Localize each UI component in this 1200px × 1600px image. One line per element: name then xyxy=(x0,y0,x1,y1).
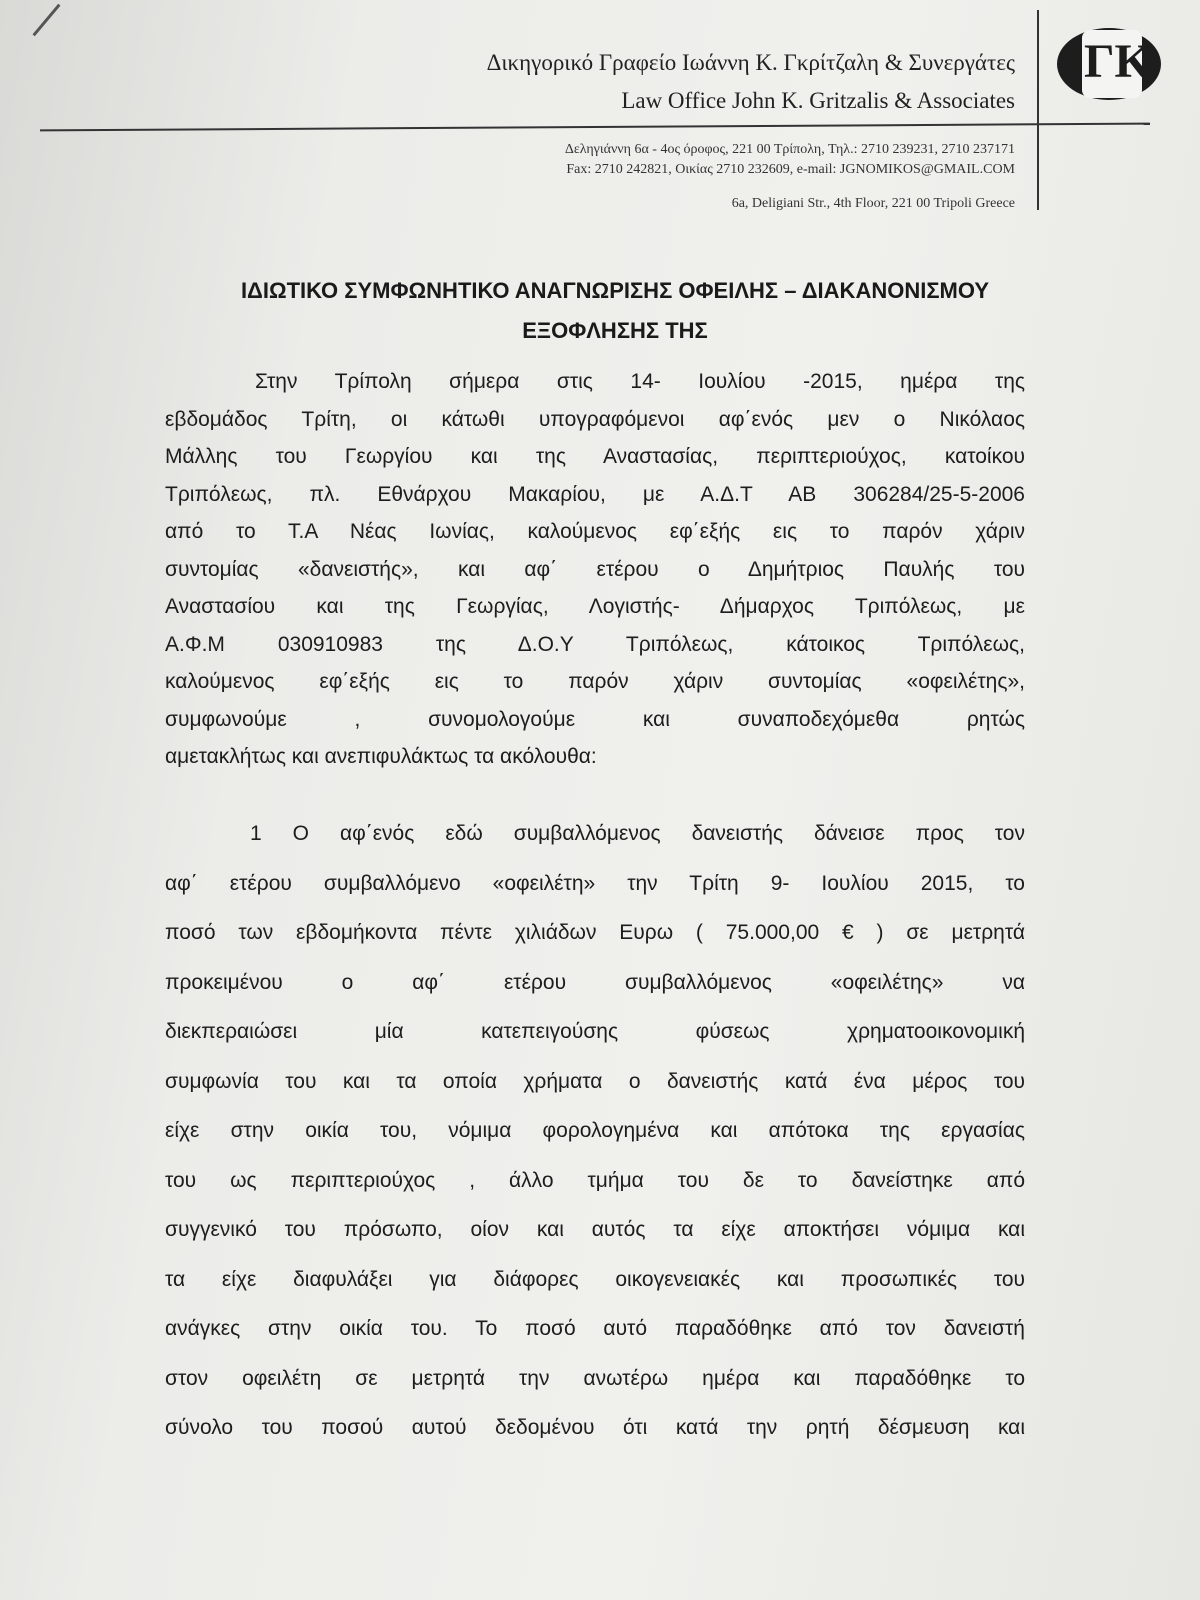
text-line: ποσό των εβδομήκοντα πέντε χιλιάδων Ευρω ( 75.000,00 € ) σε μετρητά xyxy=(165,921,1025,944)
text-line: Στην Τρίπολη σήμερα στις 14- Ιουλίου -2015, ημέρα της xyxy=(255,370,1025,393)
text-line: Α.Φ.Μ 030910983 της Δ.Ο.Υ Τριπόλεως, κάτοικος Τριπόλεως, xyxy=(165,632,1025,656)
text-line: εβδομάδος Τρίτη, οι κάτωθι υπογραφόμενοι αφ΄ενός μεν ο Νικόλαος xyxy=(165,407,1025,431)
address-line-3: 6a, Deligiani Str., 4th Floor, 221 00 Tripoli Greece xyxy=(731,196,1015,211)
text-line: συντομίας «δανειστής», και αφ΄ ετέρου ο Δημήτριος Παυλής του xyxy=(165,557,1025,581)
text-line: συγγενικό του πρόσωπο, οίον και αυτός τα είχε αποκτήσει νόμιμα και xyxy=(165,1218,1025,1241)
text-line: διεκπεραιώσει μία κατεπειγούσης φύσεως χρηματοοικονομική xyxy=(165,1020,1025,1043)
header-rule xyxy=(40,123,1150,132)
document-title-line-2: ΕΞΟΦΛΗΣΗΣ ΤΗΣ xyxy=(522,318,708,343)
text-line: τα είχε διαφυλάξει για διάφορες οικογενειακές και προσωπικές του xyxy=(165,1267,1025,1291)
header-vertical-rule xyxy=(1037,10,1039,210)
address-line-2: Fax: 2710 242821, Οικίας 2710 232609, e-mail: JGNOMIKOS@GMAIL.COM xyxy=(566,162,1015,177)
text-line: προκειμένου ο αφ΄ ετέρου συμβαλλόμενος «οφειλέτης» να xyxy=(165,970,1025,994)
text-line: αμετακλήτως και ανεπιφυλάκτως τα ακόλουθα: xyxy=(165,745,597,768)
text-line: συμφωνία του και τα οποία χρήματα ο δανειστής κατά ένα μέρος του xyxy=(165,1069,1025,1093)
text-line: αφ΄ ετέρου συμβαλλόμενο «οφειλέτη» την Τρίτη 9- Ιουλίου 2015, το xyxy=(165,871,1025,895)
text-line: 1 Ο αφ΄ενός εδώ συμβαλλόμενος δανειστής δάνεισε προς τον xyxy=(250,822,1025,845)
text-line: Τριπόλεως, πλ. Εθνάρχου Μακαρίου, με Α.Δ.Τ ΑΒ 306284/25-5-2006 xyxy=(165,482,1025,506)
text-line: στον οφειλέτη σε μετρητά την ανωτέρω ημέρα και παραδόθηκε το xyxy=(165,1366,1025,1390)
logo-monogram: ΓΚ xyxy=(1084,35,1152,88)
text-line: Αναστασίου και της Γεωργίας, Λογιστής- Δήμαρχος Τριπόλεως, με xyxy=(165,595,1025,618)
office-name-greek: Δικηγορικό Γραφείο Ιωάννη Κ. Γκρίτζαλη & Συνεργάτες xyxy=(486,50,1015,75)
text-line: σύνολο του ποσού αυτού δεδομένου ότι κατά την ρητή δέσμευση και xyxy=(165,1416,1025,1439)
text-line: είχε στην οικία του, νόμιμα φορολογημένα και απότοκα της εργασίας xyxy=(165,1119,1025,1142)
text-line: από το Τ.Α Νέας Ιωνίας, καλούμενος εφ΄εξής εις το παρόν χάριν xyxy=(165,520,1025,543)
text-line: ανάγκες στην οικία του. Το ποσό αυτό παραδόθηκε από τον δανειστή xyxy=(165,1317,1025,1340)
office-name-english: Law Office John K. Gritzalis & Associates xyxy=(621,88,1015,113)
address-line-1: Δεληγιάννη 6α - 4ος όροφος, 221 00 Τρίπολη, Τηλ.: 2710 239231, 2710 237171 xyxy=(564,142,1015,157)
text-line: καλούμενος εφ΄εξής εις το παρόν χάριν συντομίας «οφειλέτης», xyxy=(165,670,1025,693)
pen-mark xyxy=(32,4,60,37)
text-line: Μάλλης του Γεωργίου και της Αναστασίας, περιπτεριούχος, κατοίκου xyxy=(165,445,1025,468)
text-line: του ως περιπτεριούχος , άλλο τμήμα του δε το δανείστηκε από xyxy=(165,1168,1025,1192)
text-line: συμφωνούμε , συνομολογούμε και συναποδεχόμεθα ρητώς xyxy=(165,707,1025,731)
document-title-line-1: ΙΔΙΩΤΙΚΟ ΣΥΜΦΩΝΗΤΙΚΟ ΑΝΑΓΝΩΡΙΣΗΣ ΟΦΕΙΛΗΣ – ΔΙΑΚΑΝΟΝΙΣΜΟΥ xyxy=(240,278,990,303)
